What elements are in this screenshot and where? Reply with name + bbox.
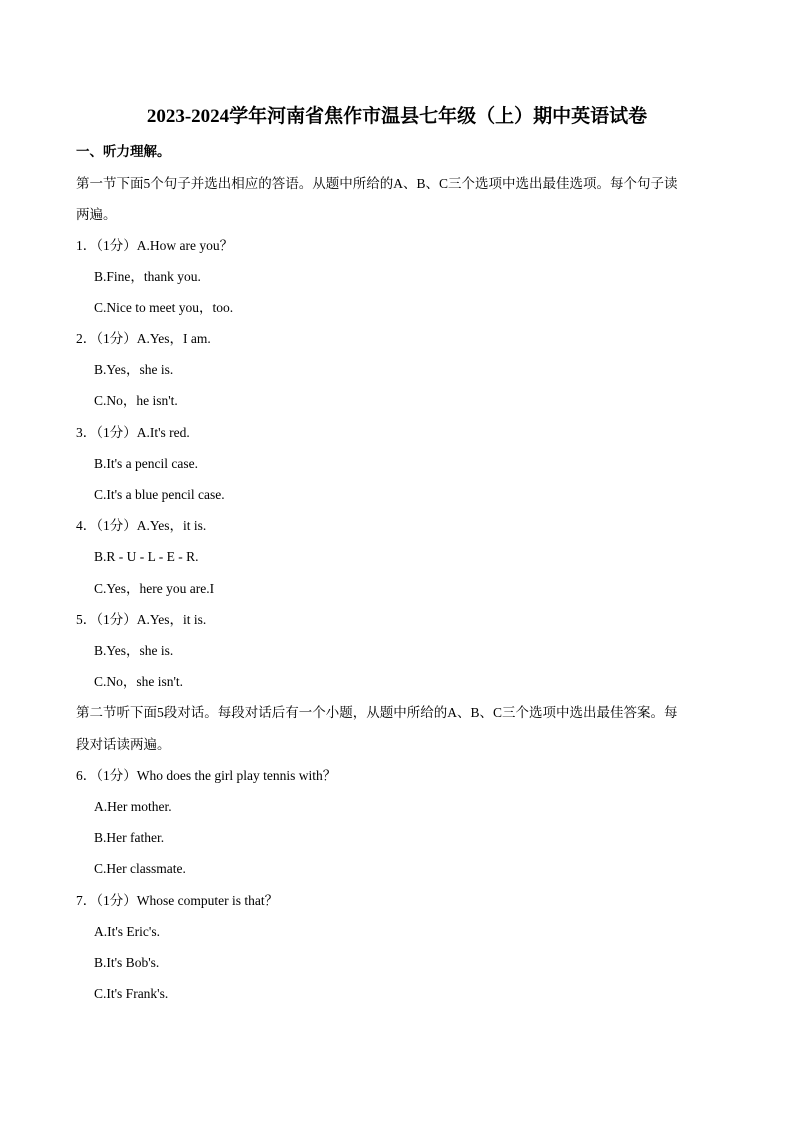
question-3-option-c: C.It's a blue pencil case. — [94, 487, 225, 502]
question-5-option-c: C.No，she isn't. — [94, 674, 184, 689]
part1-instruction-line1: 第一节下面5个句子并选出相应的答语。从题中所给的A、B、C三个选项中选出最佳选项。每个句子读 — [76, 176, 678, 191]
question-7-option-c: C.It's Frank's. — [94, 986, 169, 1001]
question-6-option-c: C.Her classmate. — [94, 861, 186, 876]
question-5-option-b: B.Yes，she is. — [94, 643, 174, 658]
question-6-stem: 6．（1分）Who does the girl play tennis with？ — [76, 768, 337, 783]
question-3-stem: 3．（1分）A.It's red. — [76, 425, 190, 440]
question-4-stem: 4．（1分）A.Yes，it is. — [76, 518, 207, 533]
question-7-option-a: A.It's Eric's. — [94, 924, 160, 939]
section-heading: 一、听力理解。 — [76, 144, 171, 159]
part1-instruction-line2: 两遍。 — [76, 207, 117, 222]
part2-instruction-line2: 段对话读两遍。 — [76, 737, 171, 752]
question-3-option-b: B.It's a pencil case. — [94, 456, 199, 471]
question-4-option-b: B.R - U - L - E - R. — [94, 549, 199, 564]
question-1-stem: 1．（1分）A.How are you？ — [76, 238, 234, 253]
part2-instruction-line1: 第二节听下面5段对话。每段对话后有一个小题，从题中所给的A、B、C三个选项中选出最佳答案。每 — [76, 705, 678, 720]
question-7-option-b: B.It's Bob's. — [94, 955, 160, 970]
question-7-stem: 7．（1分）Whose computer is that？ — [76, 893, 279, 908]
question-2-option-b: B.Yes，she is. — [94, 362, 174, 377]
question-6-option-b: B.Her father. — [94, 830, 165, 845]
question-1-option-b: B.Fine，thank you. — [94, 269, 201, 284]
question-1-option-c: C.Nice to meet you，too. — [94, 300, 234, 315]
question-2-option-c: C.No，he isn't. — [94, 393, 178, 408]
page-title: 2023-2024学年河南省焦作市温县七年级（上）期中英语试卷 — [146, 106, 648, 127]
question-4-option-c: C.Yes，here you are.I — [94, 581, 215, 596]
question-5-stem: 5．（1分）A.Yes，it is. — [76, 612, 207, 627]
question-6-option-a: A.Her mother. — [94, 799, 172, 814]
question-2-stem: 2．（1分）A.Yes，I am. — [76, 331, 211, 346]
